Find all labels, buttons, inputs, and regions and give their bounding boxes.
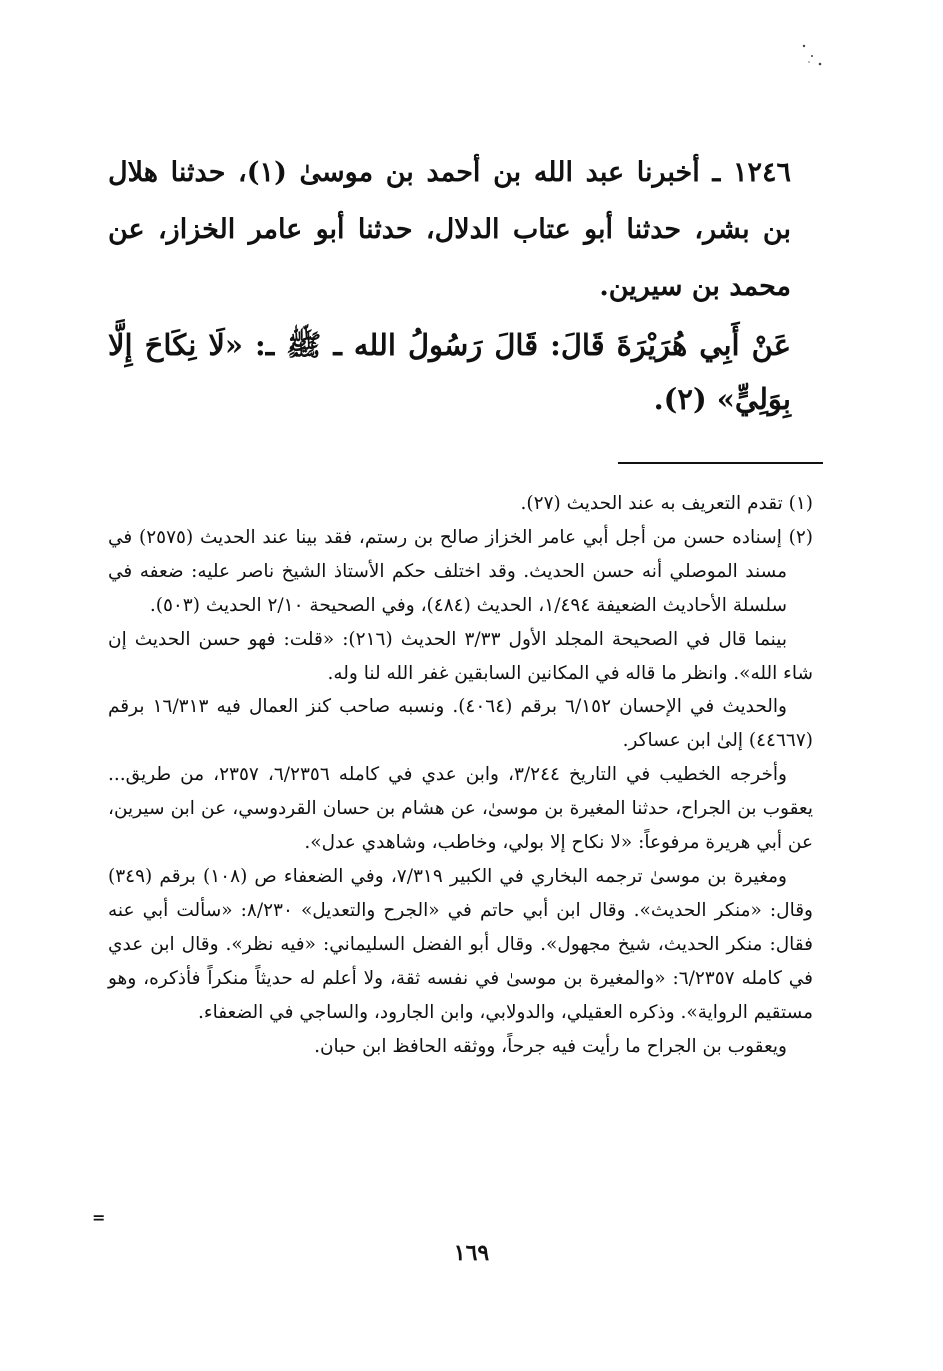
hadith-chain: ١٢٤٦ ـ أخبرنا عبد الله بن أحمد بن موسىٰ (١)، حدثنا هلال بن بشر، حدثنا أبو عتاب الدلال، حدثنا أبو عامر الخزاز، عن محمد بن سيرين. — [108, 157, 791, 302]
footnote-paragraph: ومغيرة بن موسىٰ ترجمه البخاري في الكبير ٧/٣١٩، وفي الضعفاء ص (١٠٨) برقم (٣٤٩) وقال: «منكر الحديث». وقال ابن أبي حاتم في «الجرح والتعديل» ٨/٢٣٠: «سألت أبي عنه فقال: منكر الحديث، شيخ مجهول». وقال أبو الفضل السليماني: «فيه نظر». وقال ابن عدي في كامله ٦/٢٣٥٧: «والمغيرة بن موسىٰ في نفسه ثقة، ولا أعلم له حديثاً منكراً فأذكره، وهو مستقيم الرواية». وذكره العقيلي، والدولابي، وابن الجارود، والساجي في الضعفاء. — [108, 865, 813, 1023]
hadith-text: عَنْ أَبِي هُرَيْرَةَ قَالَ: قَالَ رَسُولُ الله ـ ﷺ ـ: «لَا نِكَاحَ إِلَّا بِوَلِيٍّ» (٢). — [108, 328, 791, 416]
footnote-1: (١) تقدم التعريف به عند الحديث (٢٧). — [520, 493, 813, 514]
footnote-paragraph: ويعقوب بن الجراح ما رأيت فيه جرحاً، ووثقه الحافظ ابن حبان. — [314, 1035, 787, 1057]
footnote-separator — [618, 462, 823, 464]
footnote-paragraph: وأخرجه الخطيب في التاريخ ٣/٢٤٤، وابن عدي في كامله ٦/٢٣٥٦، ٢٣٥٧، من طريق... يعقوب بن الجراح، حدثنا المغيرة بن موسىٰ، عن هشام بن حسان القردوسي، عن ابن سيرين، عن أبي هريرة مرفوعاً: «لا نكاح إلا بولي، وخاطب، وشاهدي عدل». — [108, 764, 813, 854]
footnotes-section — [108, 487, 813, 1063]
footnote-2: (٢) إسناده حسن من أجل أبي عامر الخزاز صالح بن رستم، فقد بينا عند الحديث (٢٥٧٥) في مسند الموصلي أنه حسن الحديث. وقد اختلف حكم الأستاذ الشيخ ناصر عليه: ضعفه في سلسلة الأحاديث الضعيفة ١/٤٩٤، الحديث (٤٨٤)، وفي الصحيحة ٢/١٠ الحديث (٥٠٣). — [108, 526, 813, 616]
continuation-mark: = — [92, 1208, 106, 1227]
footnote-paragraph: بينما قال في الصحيحة المجلد الأول ٣/٣٣ الحديث (٢١٦): «قلت: فهو حسن الحديث إن شاء الله». وانظر ما قاله في المكانين السابقين غفر الله لنا وله. — [108, 628, 813, 684]
page-number: ١٦٩ — [453, 1240, 490, 1266]
footnote-paragraph: والحديث في الإحسان ٦/١٥٢ برقم (٤٠٦٤). ونسبه صاحب كنز العمال فيه ١٦/٣١٣ برقم (٤٤٦٦٧) إلىٰ ابن عساكر. — [108, 696, 813, 752]
scan-specks — [800, 42, 840, 82]
